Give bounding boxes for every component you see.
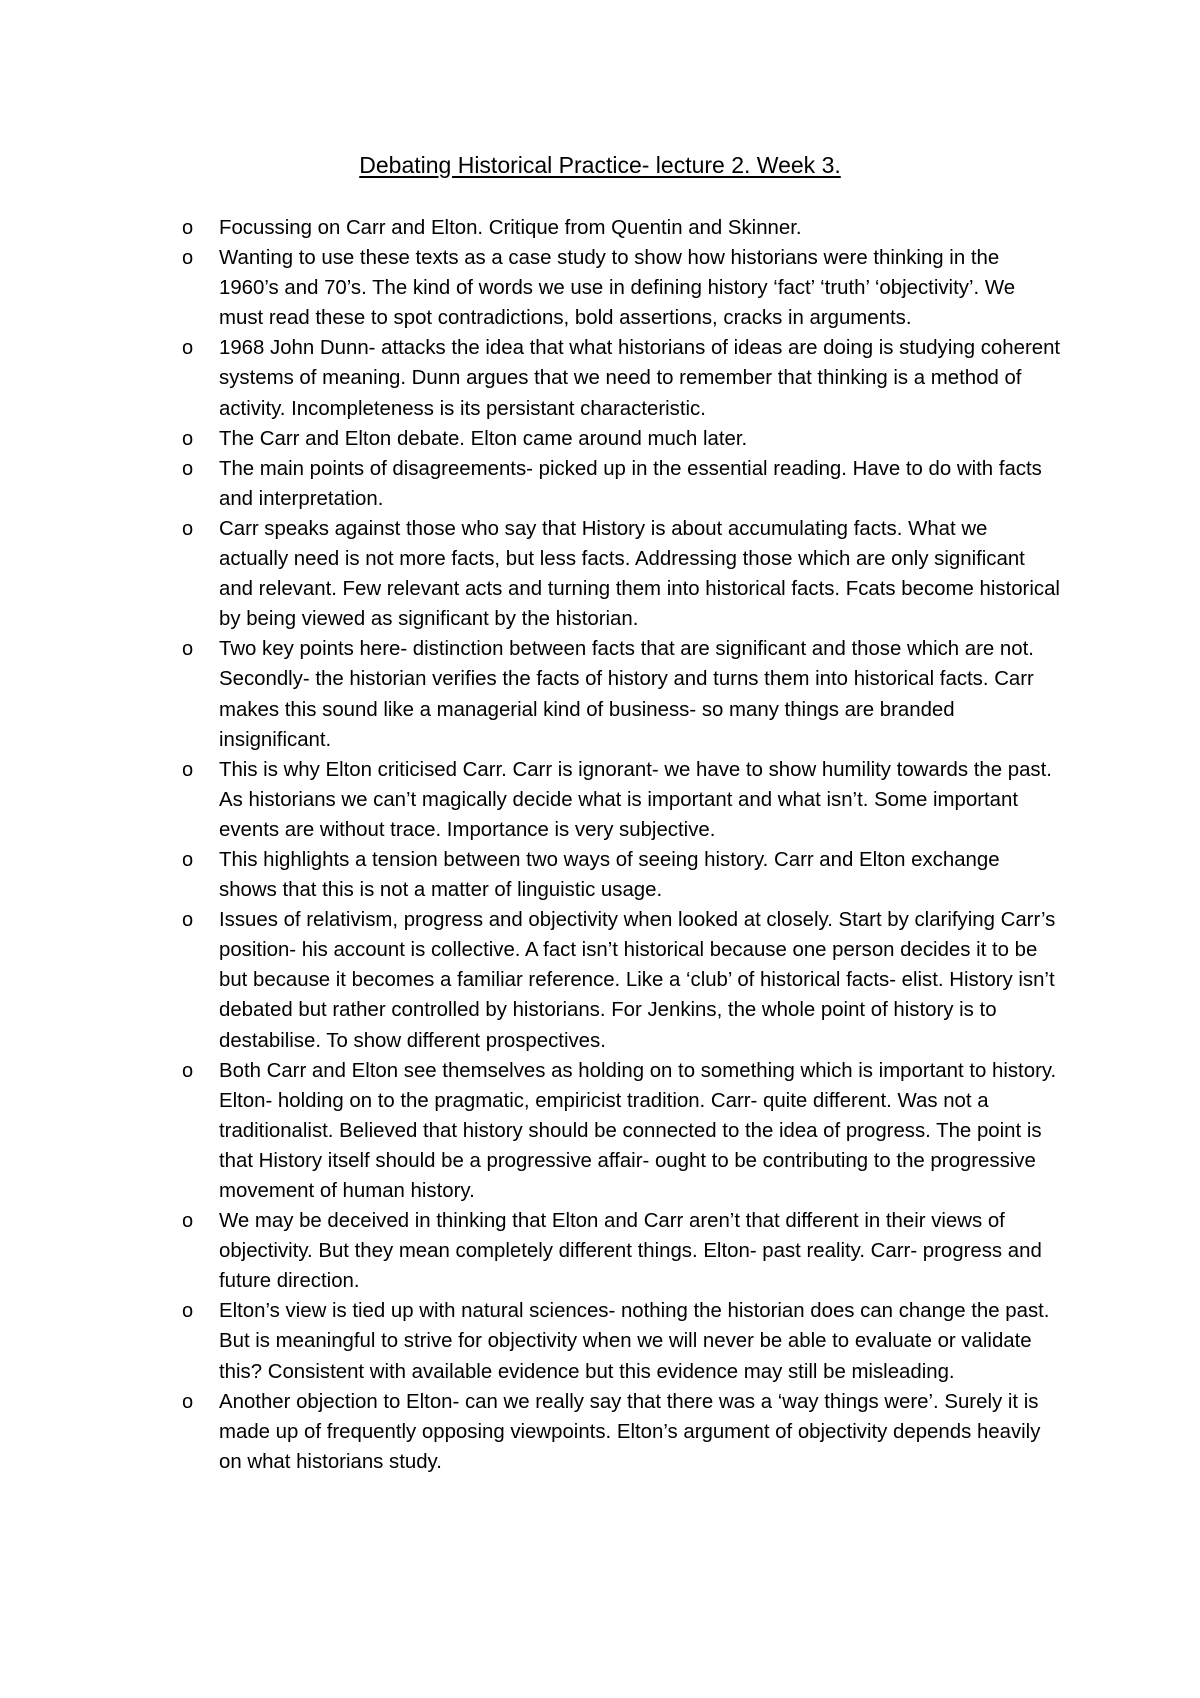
bullet-marker-icon: o <box>182 909 194 932</box>
bullet-marker-icon: o <box>182 1059 194 1082</box>
bullet-marker-icon: o <box>182 217 194 239</box>
bullet-item-5 <box>182 454 1062 514</box>
bullet-item-7 <box>182 634 1062 754</box>
bullet-item-14 <box>182 1387 1062 1477</box>
bullet-text: Wanting to use these texts as a case study to show how historians were thinking in the 1960’s and 70’s. The kind of words we use in defining history ‘fact’ ‘truth’ ‘objectivity’. We must read these to spot contradictions, bold assertions, cracks in arguments. <box>219 247 1016 330</box>
bullet-marker-icon: o <box>182 1210 194 1233</box>
bullet-text: 1968 John Dunn- attacks the idea that what historians of ideas are doing is studying coherent systems of meaning. Dunn argues that we need to remember that thinking is a method of activity. Incompleteness is its persistant characteristic. <box>219 337 1061 420</box>
bullet-text: Carr speaks against those who say that History is about accumulating facts. What we actually need is not more facts, but less facts. Addressing those which are only significant and relevant. Few relevant acts and turning them into historical facts. Fcats become historical by being viewed as significant by the historian. <box>219 517 1060 631</box>
bullet-item-4 <box>182 424 1062 454</box>
bullet-marker-icon: o <box>182 1390 194 1413</box>
bullet-text: Another objection to Elton- can we really say that there was a ‘way things were’. Surely it is made up of frequently opposing viewpoints. Elton’s argument of objectivity depends heavily on what historians study. <box>219 1390 1041 1473</box>
bullet-marker-icon: o <box>182 1300 194 1323</box>
bullet-item-8 <box>182 755 1062 845</box>
bullet-text: Two key points here- distinction between facts that are significant and those which are not. Secondly- the historian verifies the facts of history and turns them into historical facts. Carr makes this sound like a managerial kind of business- so many things are branded insignificant. <box>219 638 1034 751</box>
bullet-marker-icon: o <box>182 337 194 360</box>
bullet-list <box>182 213 1062 1477</box>
bullet-marker-icon: o <box>182 758 194 781</box>
bullet-marker-icon: o <box>182 457 194 480</box>
bullet-item-3 <box>182 333 1062 423</box>
bullet-item-13 <box>182 1296 1062 1386</box>
bullet-item-1 <box>182 213 1062 243</box>
bullet-text: Both Carr and Elton see themselves as holding on to something which is important to history. Elton- holding on to the pragmatic, empiricist tradition. Carr- quite different. Was not a traditionalist. Believed that history should be connected to the idea of progress. The point is that History itself should be a progressive affair- ought to be contributing to the progressive movement of human history. <box>219 1059 1057 1202</box>
bullet-marker-icon: o <box>182 517 194 540</box>
bullet-marker-icon: o <box>182 848 194 871</box>
bullet-text: Elton’s view is tied up with natural sciences- nothing the historian does can change the past. But is meaningful to strive for objectivity when we will never be able to evaluate or validate this? Consistent with available evidence but this evidence may still be misleading. <box>219 1300 1050 1383</box>
bullet-marker-icon: o <box>182 427 194 450</box>
bullet-item-9 <box>182 845 1062 905</box>
bullet-marker-icon: o <box>182 638 194 661</box>
page-title: Debating Historical Practice- lecture 2. Week 3. <box>359 152 841 178</box>
bullet-text: Focussing on Carr and Elton. Critique from Quentin and Skinner. <box>219 217 802 239</box>
bullet-item-11 <box>182 1056 1062 1206</box>
bullet-marker-icon: o <box>182 247 194 270</box>
bullet-text: We may be deceived in thinking that Elton and Carr aren’t that different in their views of objectivity. But they mean completely different things. Elton- past reality. Carr- progress and future direction. <box>219 1210 1042 1293</box>
bullet-item-10 <box>182 905 1062 1055</box>
bullet-text: The Carr and Elton debate. Elton came around much later. <box>219 427 748 450</box>
bullet-text: This highlights a tension between two ways of seeing history. Carr and Elton exchange shows that this is not a matter of linguistic usage. <box>219 848 1000 902</box>
bullet-item-12 <box>182 1206 1062 1296</box>
bullet-text: This is why Elton criticised Carr. Carr is ignorant- we have to show humility towards the past. As historians we can’t magically decide what is important and what isn’t. Some important events are without trace. Importance is very subjective. <box>219 758 1052 841</box>
bullet-item-2 <box>182 243 1062 333</box>
bullet-item-6 <box>182 514 1062 634</box>
bullet-text: The main points of disagreements- picked up in the essential reading. Have to do with facts and interpretation. <box>219 457 1042 510</box>
bullet-text: Issues of relativism, progress and objectivity when looked at closely. Start by clarifying Carr’s position- his account is collective. A fact isn’t historical because one person decides it to be but because it becomes a familiar reference. Like a ‘club’ of historical facts- elist. History isn’t debated but rather controlled by historians. For Jenkins, the whole point of history is to destabilise. To show different prospectives. <box>219 909 1056 1052</box>
